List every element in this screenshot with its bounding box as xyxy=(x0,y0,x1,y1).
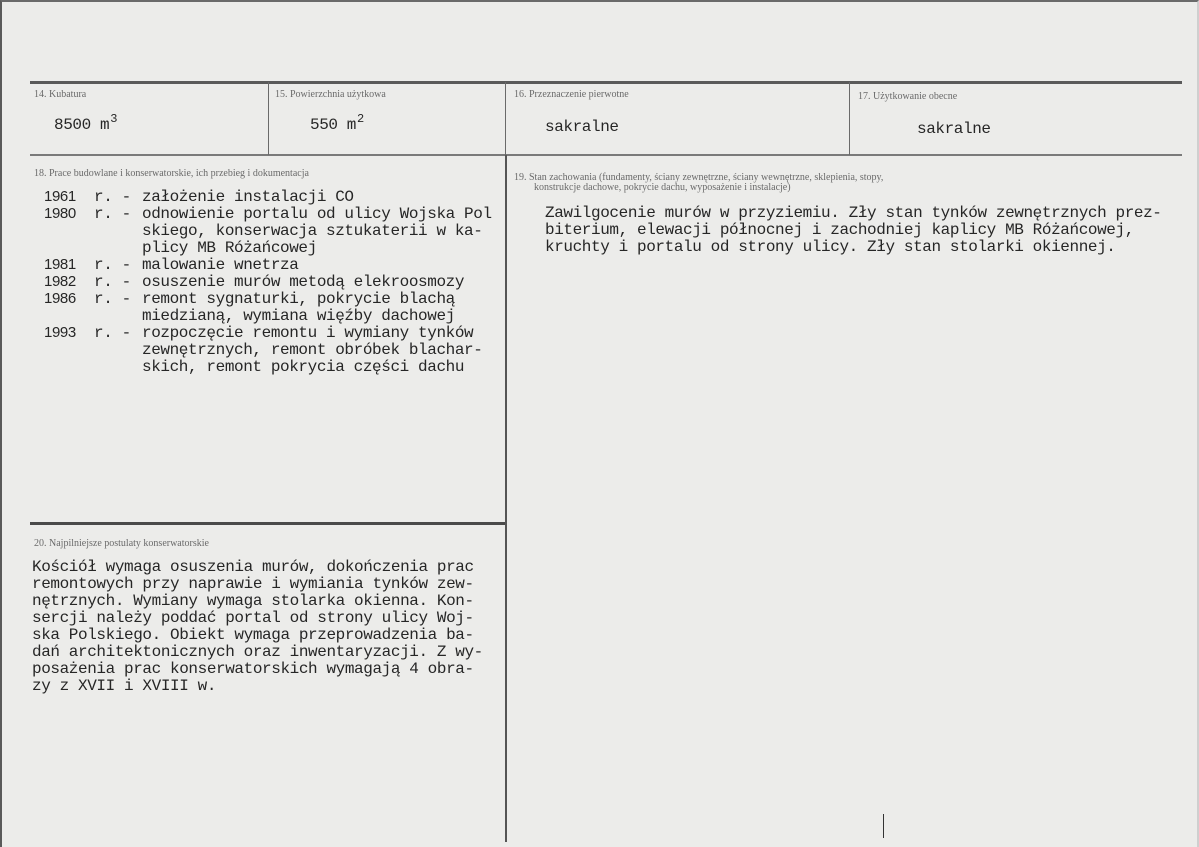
powierzchnia-unit-exponent: 2 xyxy=(357,112,364,126)
stan-label-line1: 19. Stan zachowania (fundamenty, ściany zewnętrzne, ściany wewnętrzne, sklepienia, stopy, xyxy=(514,172,884,183)
kubatura-label: 14. Kubatura xyxy=(34,89,87,100)
prace-label: 18. Prace budowlane i konserwatorskie, ich przebieg i dokumentacja xyxy=(34,168,309,179)
entry-text-line: miedzianą, wymiana więźby dachowej xyxy=(142,307,455,325)
entry-text-line: zewnętrznych, remont obróbek blachar- xyxy=(142,341,483,359)
top-rule xyxy=(30,81,1182,84)
stan-line: kruchty i portalu od strony ulicy. Zły stan stolarki okiennej. xyxy=(545,238,1116,256)
powierzchnia-value: 550 $m^2$ xyxy=(310,112,364,134)
kubatura-value: 8500 $m^3$ xyxy=(54,112,118,134)
entry-year: 1982 xyxy=(44,273,76,290)
entry-year: 1986 xyxy=(44,290,76,307)
entry-r: r. - xyxy=(94,273,131,291)
postulaty-line: ska Polskiego. Obiekt wymaga przeprowadzenia ba- xyxy=(32,626,474,644)
przeznaczenie-value: sakralne xyxy=(545,118,619,136)
entry-text-line: remont sygnaturki, pokrycie blachą xyxy=(142,290,455,308)
entry-text-line: plicy MB Różańcowej xyxy=(142,239,317,257)
postulaty-line: remontowych przy naprawie i wymiania tynków zew- xyxy=(32,575,474,593)
postulaty-line: dań architektonicznych oraz inwentaryzacji. Z wy- xyxy=(32,643,483,661)
bottom-tick xyxy=(883,814,884,838)
prace-entry-1993 xyxy=(44,324,483,450)
entry-text-line: skiego, konserwacja sztukaterii w ka- xyxy=(142,222,483,240)
postulaty-line: nętrznych. Wymiany wymaga stolarka okienna. Kon- xyxy=(32,592,474,610)
entry-r: r. - xyxy=(94,256,131,274)
entry-year: 1981 xyxy=(44,256,76,273)
prace-entries xyxy=(44,188,514,388)
entry-text-line: odnowienie portalu od ulicy Wojska Pol xyxy=(142,205,492,223)
top-row-bottom-rule xyxy=(30,154,1182,156)
postulaty-text xyxy=(32,558,507,698)
postulaty-line: Kościół wymaga osuszenia murów, dokończenia prac xyxy=(32,558,474,576)
entry-r: r. - xyxy=(94,324,131,342)
divider-15-16 xyxy=(505,82,506,155)
entry-text-line: osuszenie murów metodą elekroosmozy xyxy=(142,273,465,291)
entry-text-line: rozpoczęcie remontu i wymiany tynków xyxy=(142,324,474,342)
divider-16-17 xyxy=(849,82,850,155)
entry-text-line: malowanie wnetrza xyxy=(142,256,299,274)
postulaty-line: posażenia prac konserwatorskich wymagają 4 obra- xyxy=(32,660,474,678)
stan-text xyxy=(545,204,1195,264)
stan-line: Zawilgocenie murów w przyziemiu. Zły stan tynków zewnętrznych prez- xyxy=(545,204,1162,222)
postulaty-line: sercji należy poddać portal od strony ulicy Woj- xyxy=(32,609,474,627)
postulaty-line: zy z XVII i XVIII w. xyxy=(32,677,217,695)
entry-year: 1961 xyxy=(44,188,76,205)
entry-r: r. - xyxy=(94,205,131,223)
divider-14-15 xyxy=(268,82,269,155)
entry-r: r. - xyxy=(94,290,131,308)
entry-year: 1993 xyxy=(44,324,76,341)
przeznaczenie-label: 16. Przeznaczenie pierwotne xyxy=(514,89,629,100)
uzytkowanie-value: sakralne xyxy=(917,120,991,138)
uzytkowanie-label: 17. Użytkowanie obecne xyxy=(858,91,958,102)
postulaty-label: 20. Najpilniejsze postulaty konserwatorskie xyxy=(34,538,209,549)
entry-year: 1980 xyxy=(44,205,76,222)
section-20-rule xyxy=(30,522,505,525)
entry-text-line: założenie instalacji CO xyxy=(142,188,354,206)
entry-text-line: skich, remont pokrycia części dachu xyxy=(142,358,465,376)
entry-r: r. - xyxy=(94,188,131,206)
powierzchnia-label: 15. Powierzchnia użytkowa xyxy=(275,89,386,100)
stan-label-line2: konstrukcje dachowe, pokrycie dachu, wyposażenie i instalacje) xyxy=(534,182,791,193)
kubatura-unit-exponent: 3 xyxy=(110,112,118,126)
stan-line: biterium, elewacji północnej i zachodniej kaplicy MB Różańcowej, xyxy=(545,221,1134,239)
